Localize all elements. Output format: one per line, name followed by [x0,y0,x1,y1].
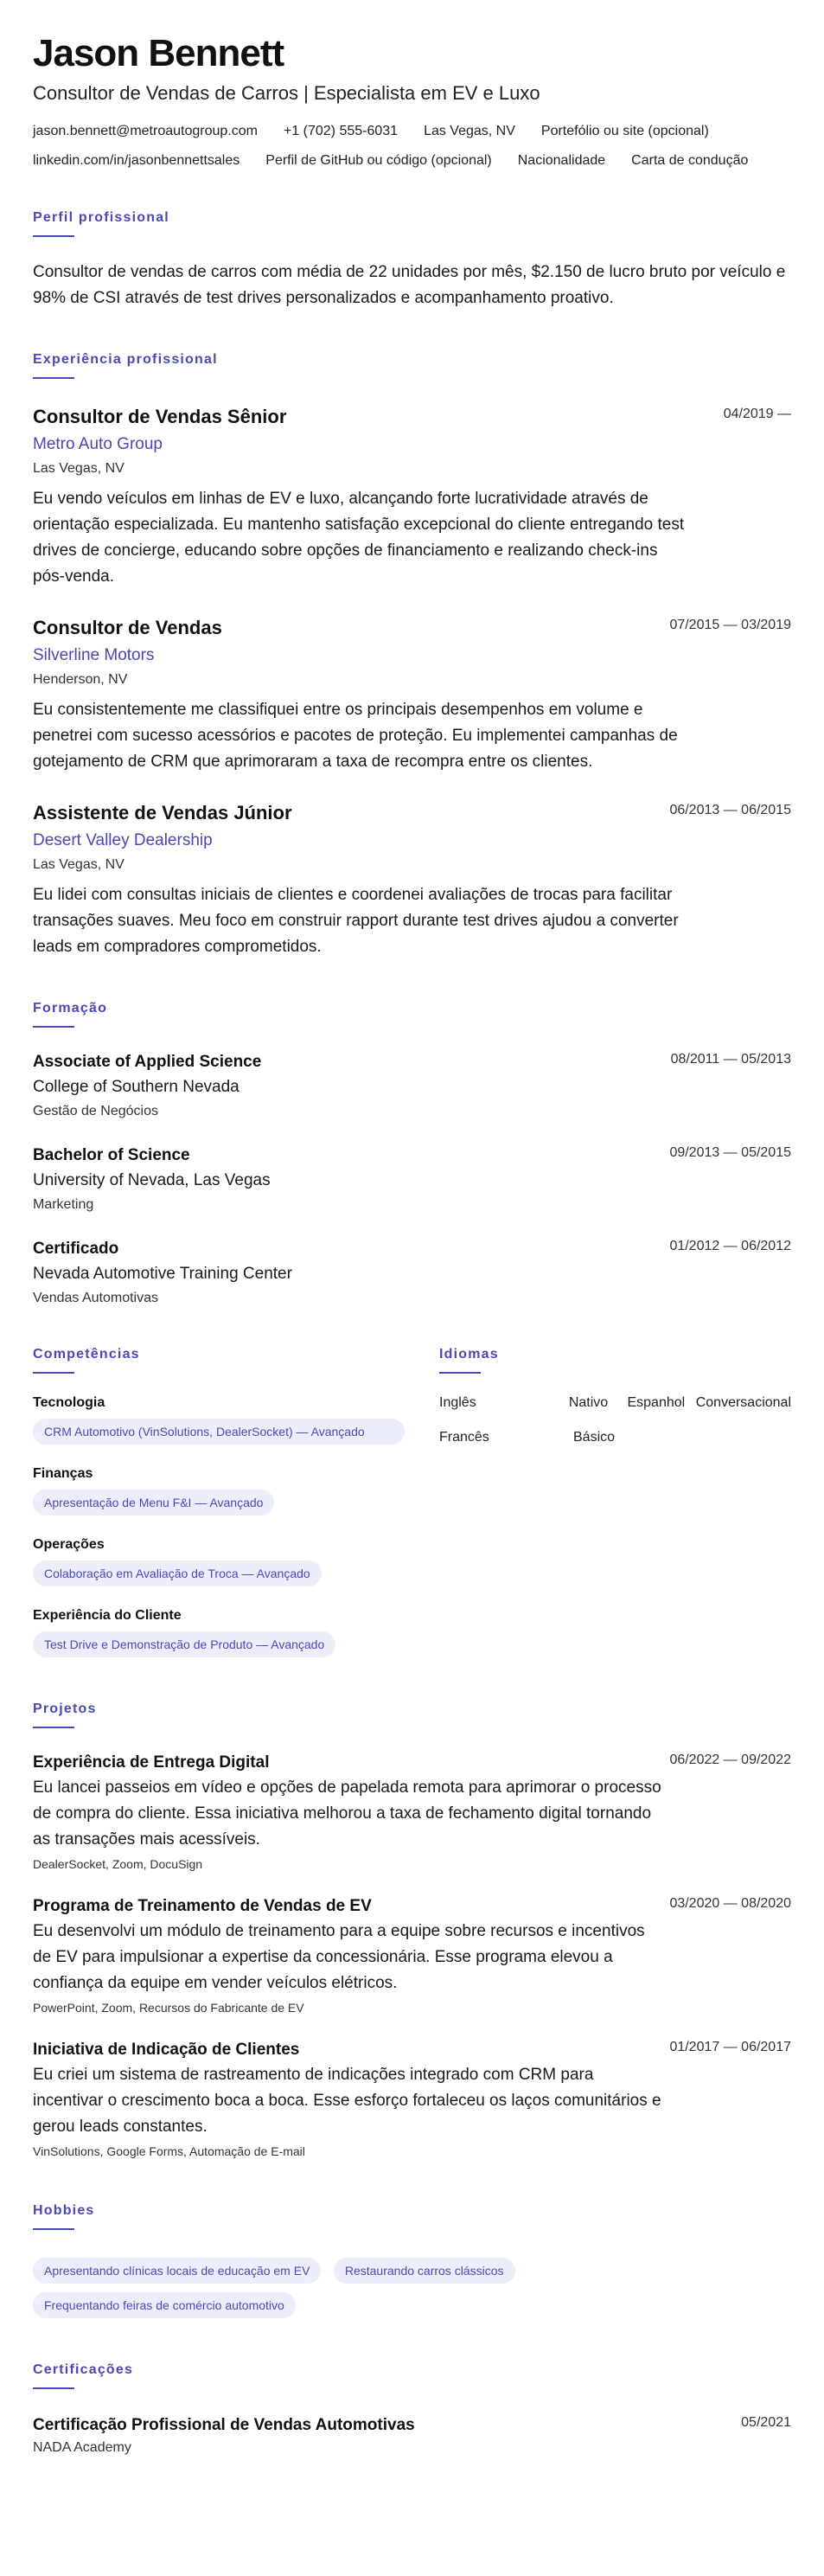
section-title-certifications: Certificações [33,2362,134,2377]
section-divider [33,1372,74,1374]
skill-category: Tecnologia [33,1395,105,1410]
hobby-chip: Apresentando clínicas locais de educação em EV [33,2258,321,2284]
project-tech: DealerSocket, Zoom, DocuSign [33,1857,203,1871]
section-title-education: Formação [33,1001,108,1016]
project-entry [33,1753,791,1872]
job-location: Las Vegas, NV [33,857,125,872]
certification-org: NADA Academy [33,2440,131,2455]
job-entry [33,405,791,590]
job-title: Consultor de Vendas [33,617,222,638]
section-divider [439,1372,481,1374]
skill-group [33,1394,439,1445]
hobby-chips [33,2249,604,2318]
language-level: Conversacional [695,1395,791,1410]
experience-section [33,351,791,960]
skill-group [33,1465,439,1515]
language-name: Francês [439,1430,489,1445]
education-field: Gestão de Negócios [33,1104,158,1118]
contact-list [33,123,791,170]
skill-group [33,1536,439,1586]
job-company: Desert Valley Dealership [33,831,213,849]
section-divider [33,1727,74,1728]
language-level: Básico [573,1430,616,1445]
section-title-hobbies: Hobbies [33,2203,95,2218]
section-divider [33,2387,74,2389]
contact-location: Las Vegas, NV [424,124,515,138]
education-dates: 09/2013 — 05/2015 [669,1145,791,1160]
job-entry [33,801,791,960]
contact-linkedin[interactable]: linkedin.com/in/jasonbennettsales [33,153,240,168]
section-title-projects: Projetos [33,1701,97,1716]
skills-languages-row [33,1346,791,1657]
project-dates: 06/2022 — 09/2022 [669,1753,791,1767]
hobby-chip: Restaurando carros clássicos [334,2258,515,2284]
language-row [439,1429,791,1446]
contact-nationality: Nacionalidade [517,153,606,168]
certifications-section [33,2361,791,2457]
profile-section [33,209,791,311]
education-entry [33,1052,791,1121]
contact-portfolio[interactable]: Portefólio ou site (opcional) [540,124,709,138]
certification-date: 05/2021 [741,2415,791,2430]
skills-section [33,1346,439,1657]
job-description: Eu lidei com consultas iniciais de clientes e coordenei avaliações de trocas para facilitar transações suaves. Meu foco em construir rapport durante test drives ajudou a converter leads em compradores comprometidos. [33,886,679,956]
project-title: Experiência de Entrega Digital [33,1753,270,1772]
skill-chip: CRM Automotivo (VinSolutions, DealerSocket) — Avançado [33,1419,405,1445]
job-dates: 07/2015 — 03/2019 [669,618,791,632]
education-section [33,1000,791,1308]
contact-email[interactable]: jason.bennett@metroautogroup.com [33,124,258,138]
contact-github[interactable]: Perfil de GitHub ou código (opcional) [265,153,492,168]
language-level: Nativo [568,1395,609,1410]
education-entry [33,1145,791,1214]
job-company: Metro Auto Group [33,435,163,453]
education-degree: Associate of Applied Science [33,1053,262,1071]
job-dates: 04/2019 — [723,407,791,421]
language-name: Inglês [439,1395,476,1410]
job-entry [33,616,791,775]
headline: Consultor de Vendas de Carros | Especialista em EV e Luxo [33,82,540,104]
education-entry [33,1239,791,1308]
project-tech: PowerPoint, Zoom, Recursos do Fabricante de EV [33,2001,304,2015]
job-location: Las Vegas, NV [33,461,125,476]
contact-phone[interactable]: +1 (702) 555-6031 [283,124,399,138]
project-description: Eu lancei passeios em vídeo e opções de papelada remota para aprimorar o processo de compra do cliente. Essa iniciativa melhorou a taxa de fechamento digital tornando as transações mais acessíveis. [33,1778,661,1849]
languages-table [439,1394,791,1446]
project-dates: 01/2017 — 06/2017 [669,2040,791,2054]
contact-license: Carta de condução [631,153,749,168]
job-title: Consultor de Vendas Sênior [33,406,287,427]
education-school: College of Southern Nevada [33,1078,240,1096]
profile-summary: Consultor de vendas de carros com média de 22 unidades por mês, $2.150 de lucro bruto por veículo e 98% de CSI através de test drives personalizados e acompanhamento proativo. [33,263,786,307]
skill-chip: Test Drive e Demonstração de Produto — Avançado [33,1631,335,1657]
name-heading: Jason Bennett [33,32,284,74]
languages-section [439,1346,791,1657]
education-degree: Certificado [33,1240,119,1258]
language-name: Espanhol [627,1395,686,1410]
project-tech: VinSolutions, Google Forms, Automação de E-mail [33,2144,305,2158]
skill-chip: Apresentação de Menu F&I — Avançado [33,1490,274,1515]
section-divider [33,1026,74,1028]
section-title-profile: Perfil profissional [33,210,169,225]
education-dates: 08/2011 — 05/2013 [670,1052,791,1067]
skill-group [33,1607,439,1657]
hobby-chip: Frequentando feiras de comércio automotivo [33,2292,296,2318]
project-entry [33,2040,791,2159]
project-description: Eu criei um sistema de rastreamento de indicações integrado com CRM para incentivar o crescimento boca a boca. Esse esforço fortaleceu os laços comunitários e gerou leads constantes. [33,2066,661,2136]
education-school: Nevada Automotive Training Center [33,1265,292,1283]
project-entry [33,1896,791,2015]
job-location: Henderson, NV [33,672,128,687]
job-company: Silverline Motors [33,646,155,664]
project-title: Programa de Treinamento de Vendas de EV [33,1897,372,1915]
skill-chip: Colaboração em Avaliação de Troca — Avançado [33,1560,322,1586]
education-dates: 01/2012 — 06/2012 [669,1239,791,1253]
section-divider [33,235,74,237]
project-dates: 03/2020 — 08/2020 [669,1896,791,1911]
section-title-experience: Experiência profissional [33,352,218,367]
job-description: Eu consistentemente me classifiquei entre os principais desempenhos em volume e penetrei com sucesso acessórios e pacotes de proteção. Eu implementei campanhas de gotejamento de CRM que aprimoraram a taxa de recompra entre os clientes. [33,701,678,771]
certification-title: Certificação Profissional de Vendas Automotivas [33,2416,415,2434]
language-row [439,1394,791,1412]
section-divider [33,2228,74,2230]
section-title-skills: Competências [33,1347,140,1362]
certification-entry [33,2415,791,2457]
projects-section [33,1701,791,2159]
skill-category: Experiência do Cliente [33,1608,182,1623]
section-title-languages: Idiomas [439,1347,499,1362]
education-degree: Bachelor of Science [33,1146,190,1164]
project-title: Iniciativa de Indicação de Clientes [33,2041,300,2059]
section-divider [33,377,74,379]
hobbies-section [33,2202,791,2318]
job-description: Eu vendo veículos em linhas de EV e luxo, alcançando forte lucratividade através de orientação especializada. Eu mantenho satisfação excepcional do cliente entregando test drives de concierge, educando sobre opções de financiamento e realizando check-ins pós-venda. [33,490,685,586]
education-field: Marketing [33,1197,94,1212]
education-field: Vendas Automotivas [33,1291,158,1305]
education-school: University of Nevada, Las Vegas [33,1171,271,1189]
skill-category: Finanças [33,1466,93,1481]
job-title: Assistente de Vendas Júnior [33,802,292,823]
skill-category: Operações [33,1537,105,1552]
project-description: Eu desenvolvi um módulo de treinamento para a equipe sobre recursos e incentivos de EV para impulsionar a expertise da concessionária. Esse programa elevou a confiança da equipe em vender veículos elétricos. [33,1922,645,1992]
job-dates: 06/2013 — 06/2015 [669,803,791,817]
